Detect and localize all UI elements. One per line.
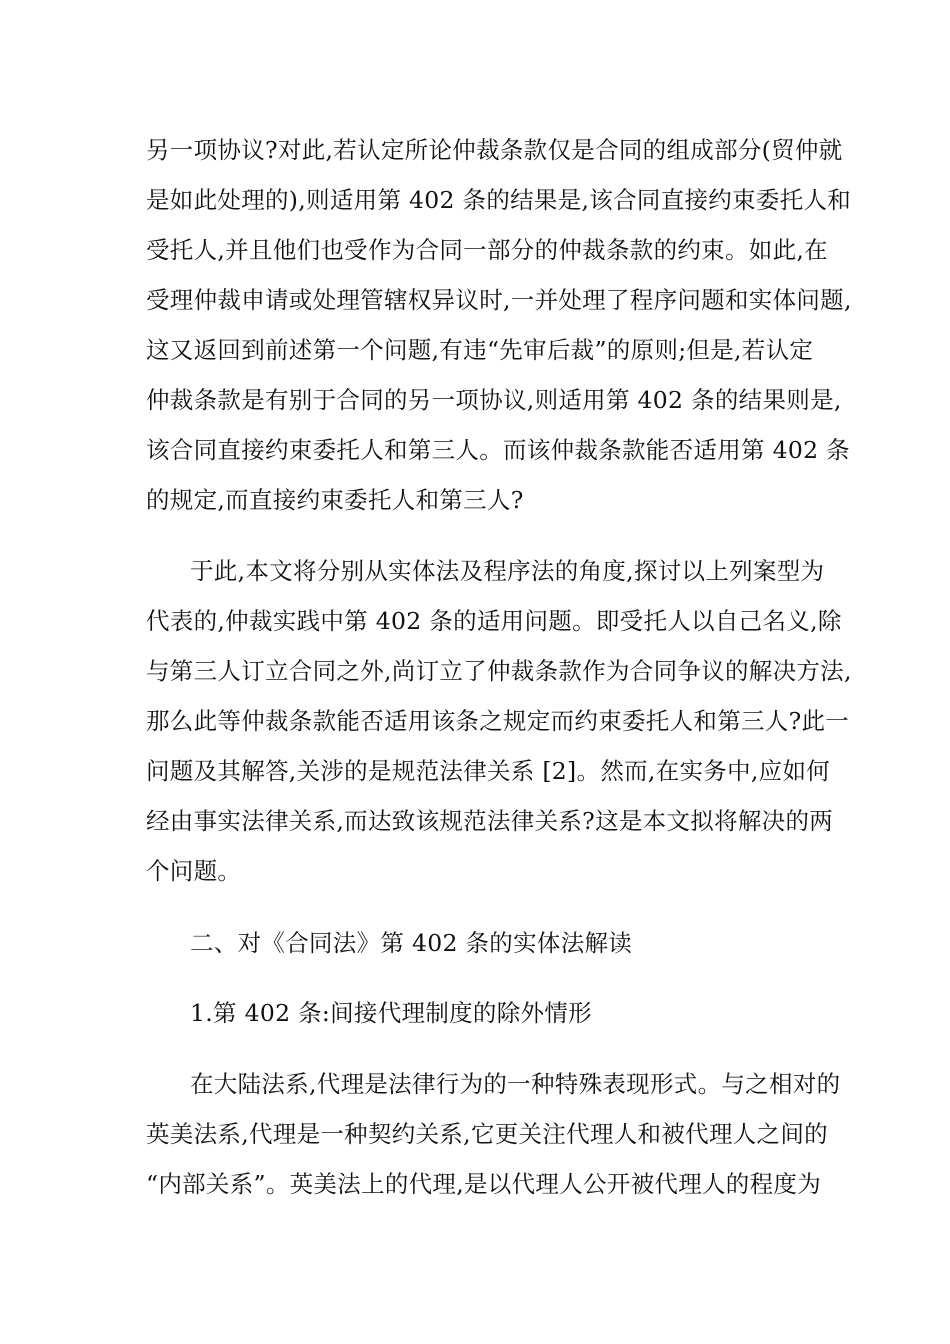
paragraph-2-line: 代表的,仲裁实践中第 402 条的适用问题。即受托人以自己名义,除 xyxy=(146,607,842,635)
paragraph-1-line: 仲裁条款是有别于合同的另一项协议,则适用第 402 条的结果则是, xyxy=(146,386,842,414)
section-heading: 二、对《合同法》第 402 条的实体法解读 xyxy=(190,929,633,957)
paragraph-2-line: 问题及其解答,关涉的是规范法律关系 [2]。然而,在实务中,应如何 xyxy=(146,757,831,785)
paragraph-2-line: 经由事实法律关系,而达致该规范法律关系?这是本文拟将解决的两 xyxy=(146,807,834,835)
subsection-heading: 1.第 402 条:间接代理制度的除外情形 xyxy=(190,999,592,1027)
paragraph-1-line: 另一项协议?对此,若认定所论仲裁条款仅是合同的组成部分(贸仲就 xyxy=(146,136,843,164)
paragraph-1-line: 是如此处理的),则适用第 402 条的结果是,该合同直接约束委托人和 xyxy=(146,186,852,214)
paragraph-1-line: 受理仲裁申请或处理管辖权异议时,一并处理了程序问题和实体问题, xyxy=(146,286,852,314)
paragraph-3-line: 在大陆法系,代理是法律行为的一种特殊表现形式。与之相对的 xyxy=(190,1070,841,1098)
paragraph-1-line: 该合同直接约束委托人和第三人。而该仲裁条款能否适用第 402 条 xyxy=(146,436,850,464)
paragraph-1-line: 这又返回到前述第一个问题,有违“先审后裁”的原则;但是,若认定 xyxy=(146,336,814,364)
paragraph-2-line: 与第三人订立合同之外,尚订立了仲裁条款作为合同争议的解决方法, xyxy=(146,657,852,685)
paragraph-1-line: 的规定,而直接约束委托人和第三人? xyxy=(146,486,524,514)
paragraph-2-line: 个问题。 xyxy=(146,857,242,885)
paragraph-3-line: 英美法系,代理是一种契约关系,它更关注代理人和被代理人之间的 xyxy=(146,1120,828,1148)
paragraph-1-line: 受托人,并且他们也受作为合同一部分的仲裁条款的约束。如此,在 xyxy=(146,236,828,264)
paragraph-2-line: 那么此等仲裁条款能否适用该条之规定而约束委托人和第三人?此一 xyxy=(146,707,850,735)
paragraph-3-line: “内部关系”。英美法上的代理,是以代理人公开被代理人的程度为 xyxy=(146,1170,821,1198)
paragraph-2-line: 于此,本文将分别从实体法及程序法的角度,探讨以上列案型为 xyxy=(190,557,825,585)
